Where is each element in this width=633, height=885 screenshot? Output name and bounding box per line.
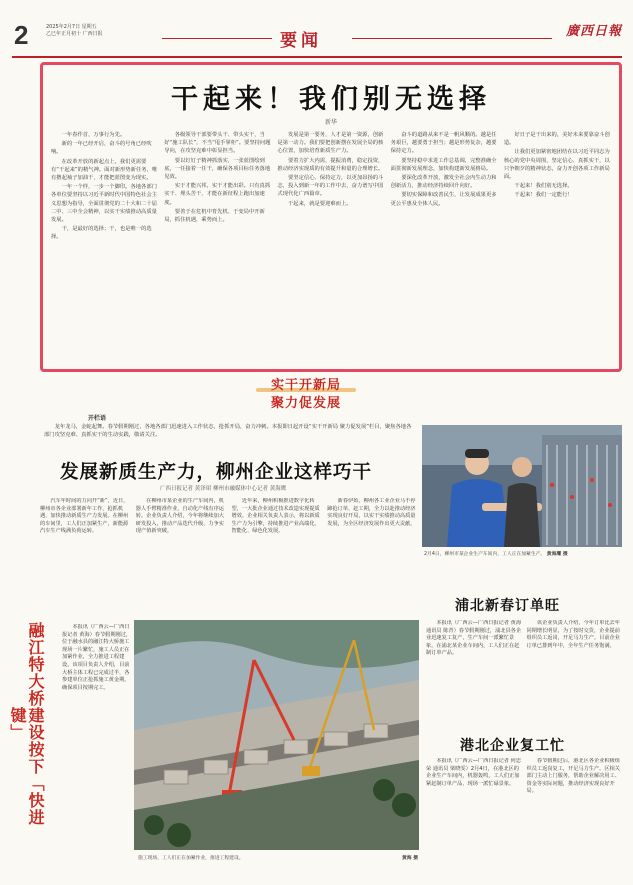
editorial-column [277,131,384,361]
story-column: 春节假期过后，港北区各企业积极组织员工返岗复工，开足马力生产。区相关部门主动上门服务，帮助企业解决用工、资金等实际问题，推动经济实现良好开局。 [526,758,620,795]
lead-label: 开栏语 [88,415,107,422]
story-column: 本报讯（广西云—广西日报记者 何忠荣 通讯员 梁晓雯）2月4日，在港北区的企业生产车间内，机器轰鸣，工人们正加紧赶制订单产品，现场一派忙碌景象。 [426,758,522,787]
bridge-construction-illustration [134,620,419,850]
photo-credit: 黄海鹰 摄 [546,552,568,557]
bridge-photo-caption [138,855,418,862]
story-column: 汽车年时间的力向开“新”，近日，柳州市各企业部署新年工作，抢抓机遇，加快推动新质生产力发展。在柳州的车间里，工人们正加紧生产，新能源汽车生产线满负荷运转。 [40,498,129,535]
section-title: 要闻 [280,31,322,51]
story-liuzhou-body [40,498,418,613]
editorial-paragraph: 要善于在危机中育先机、于变局中开新局，抓住机遇，乘势而上。 [164,208,265,224]
photo-credit: 黄海 摄 [401,856,418,861]
editorial-paragraph: 一年一个样，一步一个脚印。各地各部门各单位要坚持以习近平新时代中国特色社会主义思想为指导，全面贯彻党的二十大和二十届二中、三中全会精神，以实干实绩推动高质量发展。 [51,184,157,224]
masthead-meta [46,24,156,38]
masthead-date: 2025年2月7日 星期五 [46,24,97,30]
factory-worker-photo [422,425,622,547]
editorial-paragraph: 要着力扩大内需，提振消费，稳定投资，推动经济实现质的有效提升和量的合理增长。 [277,157,384,172]
story-pubei-body [426,620,622,720]
column-banner [246,370,366,414]
editorial-paragraph: 干起来！我们别无选择。 [514,183,573,190]
story-column: 近年来，柳州积极推进数字化转型，一大批企业通过技术改造实现提质增效。企业相关负责人表示，将以新质生产力为引擎，持续推进产业高端化、智能化、绿色化发展。 [231,498,320,535]
editorial-paragraph: 要坚定信心、保持定力，以更加昂扬的斗志，投入到新一年的工作中去，奋力谱写中国式现代化广西篇章。 [277,175,384,198]
editorial-box [40,62,622,372]
story-liuzhou-byline: 广西日报记者 黄泽珺 柳州市融媒体中心记者 黄海鹰 [160,486,287,492]
story-gangbei-title: 港北企业复工忙 [460,738,565,754]
story-column: 新春伊始，柳州各工业企业马不停蹄抢订单、赶工期，全力以赴推动经济实现良好开局，以实干实绩推动高质量发展，为全区经济发展作出更大贡献。 [327,498,416,527]
banner-line-1: 实干开新局 [270,378,341,393]
newspaper-logo: 廣西日報 [565,24,622,39]
photo-caption-text: 2月4日，柳州市某企业生产车间内，工人正在加紧生产。 [424,552,546,557]
masthead-rule-right [352,38,552,39]
editorial-paragraph: 实干才能兴邦，实干才能出彩。只有真抓实干、埋头苦干，才能在新征程上跑出加速度。 [164,183,271,206]
banner-line-2: 聚力促发展 [270,396,341,411]
editorial-paragraph: 在改革开放的新起点上，我们更需要有“干起来”的精气神。面对新形势新任务，唯有撸起袖子加油干，才能把蓝图变为现实。 [51,158,158,182]
editorial-paragraph: 要深化改革开放，激发全社会内生动力和创新活力，推动经济持续回升向好。 [390,175,497,190]
editorial-column [51,131,158,361]
editorial-column [504,131,611,361]
editorial-paragraph: 让我们更加紧密地团结在以习近平同志为核心的党中央周围，坚定信心、真抓实干，以只争朝夕的精神状态，奋力开创各项工作新局面。 [503,149,610,181]
bridge-construction-photo [134,620,419,850]
editorial-title: 干起来！我们别无选择 [171,84,491,115]
editorial-paragraph: 要坚持稳中求进工作总基调，完整准确全面贯彻新发展理念，加快构建新发展格局。 [390,157,497,172]
editorial-paragraph: 干起来，就是要迎难而上。 [288,200,352,207]
lead-text: 龙年龙马，金蛇起舞。春节假期刚过，各地各部门迅速进入工作状态，抢抓开局，奋力冲刺。本报即日起开设“实干开新局 聚力促发展”栏目，聚焦各地各部门攻坚克难、真抓实干的生动实践，敬请关注。 [44,424,412,438]
editorial-byline: 新华 [324,119,337,126]
story-gangbei-body [426,758,622,878]
editorial-paragraph: 发展是第一要务，人才是第一资源，创新是第一动力。我们要把创新摆在发展全局的核心位置，加快培育新质生产力。 [277,132,384,155]
editorial-paragraph: 各级领导干部要带头干、带头实干，当好“施工队长”，不当“甩手掌柜”。要坚持问题导向，在攻坚克难中彰显担当。 [164,132,271,155]
page-number: 2 [14,20,29,50]
story-column: 本报讯（广西云—广西日报记者 黄海 通讯员 陈青）春节假期刚过，浦北县各企业迅速复工复产，生产车间一派繁忙景象。在浦北某企业车间内，工人们正在赶制订单产品。 [426,620,522,657]
editorial-paragraph: 好日子是干出来的，美好未来要靠奋斗创造。 [503,132,610,147]
editorial-paragraph: 新的一年已经开启，奋斗的号角已经吹响。 [51,141,152,156]
editorial-paragraph: 要切实保障和改善民生，让发展成果更多更公平惠及全体人民。 [390,192,497,207]
editorial-column [164,131,271,361]
editorial-paragraph: 奋斗的道路从来不是一帆风顺的。越是任务艰巨，越要勇于担当；越是形势复杂，越要保持定力。 [390,132,497,155]
page-masthead [12,12,622,58]
masthead-rule-left [162,38,272,39]
story-column: 该企业负责人介绍，今年订单比去年同期增长明显，为了按时交货，企业提前组织员工返岗，开足马力生产。目前企业订单已排到年中，全年生产任务饱满。 [526,620,620,649]
factory-worker-illustration [422,425,622,547]
story-pubei-title: 浦北新春订单旺 [455,598,560,614]
story-column: 在柳州市某企业的生产车间内，机器人手臂精准作业，自动化产线有序运转。企业负责人介绍，今年将继续加大研发投入，推动产品迭代升级，力争实现产值新突破。 [135,498,224,535]
story-rongjiang-bridge-body: 本报讯（广西云—广西日报记者 黄海）春节假期刚过，位于融水县的融江特大桥施工现场一片繁忙，施工人员正在加紧作业，全力推进工程建设。该项目负责人介绍，目前大桥主体工程已完成过半，各参建单位正抢抓施工黄金期，确保项目按期完工。 [62,624,132,691]
photo-caption-text: 施工现场，工人们正在加紧作业，推进工程建设。 [138,856,244,861]
editorial-paragraph: 要以钉钉子精神抓落实，一张蓝图绘到底，一任接着一任干，确保各项目标任务落地见效。 [164,157,271,181]
editorial-columns [51,131,611,361]
editorial-paragraph: 干起来！我们一定能行！ [514,192,573,199]
editorial-column [391,131,498,361]
editorial-paragraph: 一年春作首，万事行为先。 [61,132,126,138]
editorial-paragraph: 干，是最好的选择；干，也是唯一的选择。 [51,226,152,241]
masthead-lunar: 乙巳年正月初十 广西日报 [46,31,103,37]
story-rongjiang-bridge-title: 融江特大桥建设按下「快进键」 [8,621,45,826]
story-liuzhou-title: 发展新质生产力，柳州企业这样巧干 [60,462,373,483]
factory-photo-caption [424,551,620,558]
